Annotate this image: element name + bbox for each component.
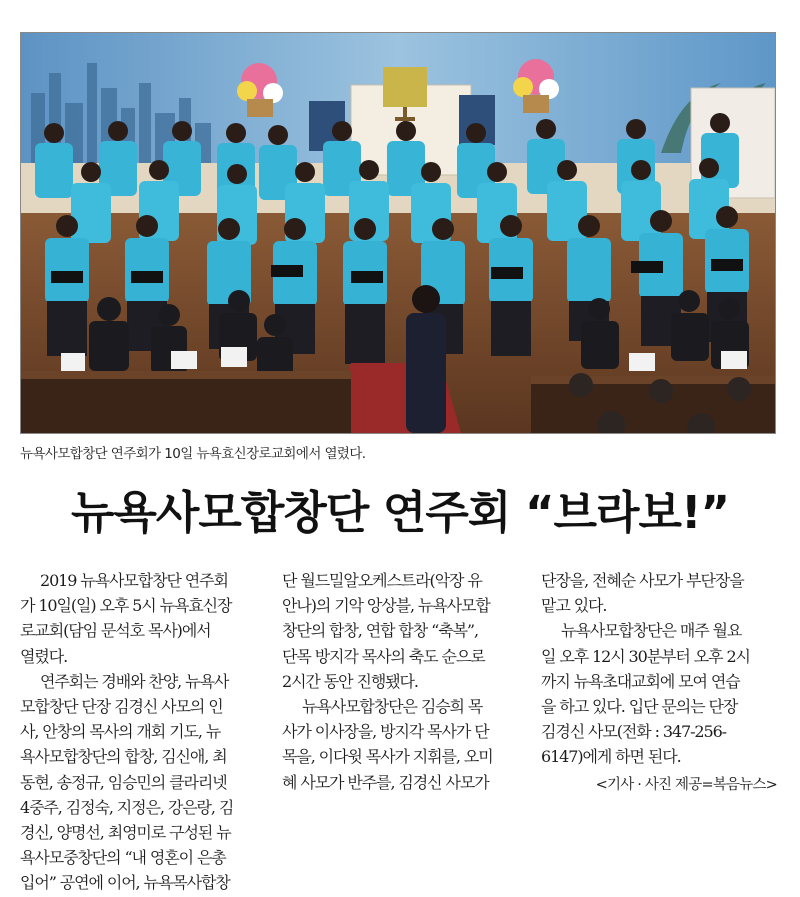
- text-line: 안나)의 기악 앙상블, 뉴욕사모합: [282, 596, 490, 616]
- text-line: 일 오후 12시 30분부터 오후 2시: [541, 646, 750, 666]
- text-line: 4중주, 김정숙, 지정은, 강은랑, 김: [20, 797, 234, 817]
- text-line: 뉴욕사모합창단은 김승희 목: [302, 697, 483, 717]
- text-line: 경신, 양명선, 최영미로 구성된 뉴: [20, 823, 231, 843]
- text-line: 모합창단 단장 김경신 사모의 인: [20, 697, 223, 717]
- text-line: 열렸다.: [20, 646, 68, 666]
- headline: 뉴욕사모합창단 연주회 “브라보!”: [70, 486, 730, 539]
- text-line: 2시간 동안 진행됐다.: [282, 671, 418, 691]
- text-line: 연주회는 경배와 찬양, 뉴욕사: [40, 671, 229, 691]
- article-column-3: [541, 568, 777, 798]
- text-line: 김경신 사모(전화 : 347-256-: [541, 722, 726, 742]
- text-line: 2019 뉴욕사모합창단 연주회: [40, 571, 228, 590]
- text-line: 뉴욕사모합창단은 매주 월요: [561, 621, 742, 641]
- text-line: 욕사모합창단의 합창, 김신애, 최: [20, 747, 227, 767]
- photo-credit: <기사 · 사진 제공=복음뉴스>: [595, 776, 777, 793]
- text-line: 목을, 이다윗 목사가 지휘를, 오미: [282, 747, 493, 767]
- article-column-1: [20, 568, 256, 896]
- text-line: 로교회(담임 문석호 목사)에서: [20, 621, 211, 641]
- text-line: 단장을, 전혜순 사모가 부단장을: [541, 571, 744, 590]
- choir-concert-photo-icon: [21, 33, 775, 433]
- photo-caption: 뉴욕사모합창단 연주회가 10일 뉴욕효신장로교회에서 열렸다.: [20, 446, 366, 462]
- text-line: 을 하고 있다. 입단 문의는 단장: [541, 697, 738, 717]
- text-line: 사, 안창의 목사의 개회 기도, 뉴: [20, 722, 221, 742]
- text-line: 단목 방지각 목사의 축도 순으로: [282, 646, 485, 666]
- text-line: 사가 이사장을, 방지각 목사가 단: [282, 722, 489, 742]
- text-line: 동현, 송정규, 임승민의 클라리넷: [20, 772, 227, 792]
- text-line: 맡고 있다.: [541, 596, 607, 616]
- text-line: 입어” 공연에 이어, 뉴욕목사합창: [20, 873, 230, 893]
- text-line: 가 10일(일) 오후 5시 뉴욕효신장: [20, 596, 232, 616]
- text-line: 욕사모중창단의 “내 영혼이 은총: [20, 848, 226, 868]
- text-line: 까지 뉴욕초대교회에 모여 연습: [541, 671, 740, 691]
- choir-photo: [20, 32, 776, 434]
- text-line: 창단의 합창, 연합 합창 “축복”,: [282, 621, 478, 641]
- article-column-2: [282, 568, 518, 795]
- text-line: 6147)에게 하면 된다.: [541, 747, 681, 767]
- text-line: 단 월드밀알오케스트라(악장 유: [282, 571, 482, 590]
- text-line: 혜 사모가 반주를, 김경신 사모가: [282, 772, 489, 792]
